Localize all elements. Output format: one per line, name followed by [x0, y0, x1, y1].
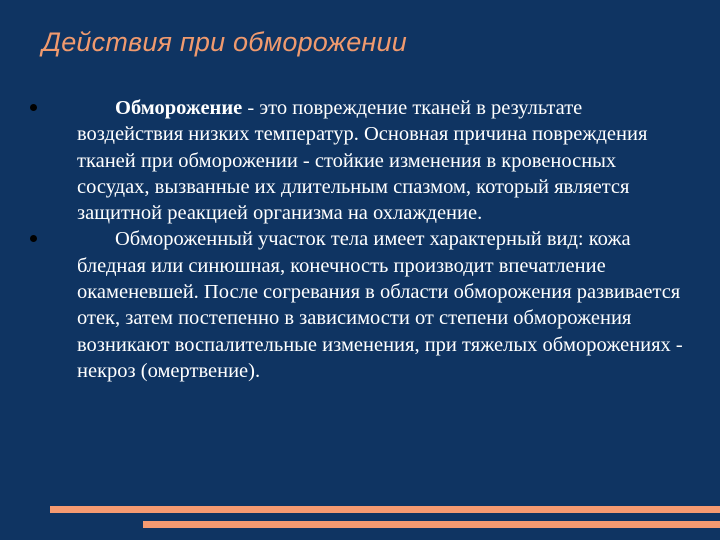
bullet-paragraph [77, 95, 690, 226]
slide-title: Действия при обморожении [42, 27, 407, 57]
bullet-dot-icon [30, 104, 37, 111]
bullet-item-appearance [30, 226, 690, 384]
bullet-body: Обмороженный участок тела имеет характерный вид: кожа бледная или синюшная, конечность производит впечатление окаменевшей. После согревания в области обморожения развивается отек, затем постепенно в зависимости от степени обморожения возникают воспалительные изменения, при тяжелых обморожениях - некроз (омертвение). [77, 228, 683, 382]
bullet-list [30, 95, 690, 384]
bullet-paragraph [77, 226, 690, 384]
bullet-item-definition [30, 95, 690, 226]
decorative-bar-top [50, 506, 720, 513]
bullet-dot-icon [30, 235, 37, 242]
bullet-body: - это повреждение тканей в результате воздействия низких температур. Основная причина повреждения тканей при обморожении - стойкие изменения в кровеносных сосудах, вызванные их длительным спазмом, который является защитной реакцией организма на охлаждение. [77, 97, 648, 225]
bullet-term: Обморожение [115, 97, 243, 119]
decorative-bar-bottom [143, 521, 720, 528]
